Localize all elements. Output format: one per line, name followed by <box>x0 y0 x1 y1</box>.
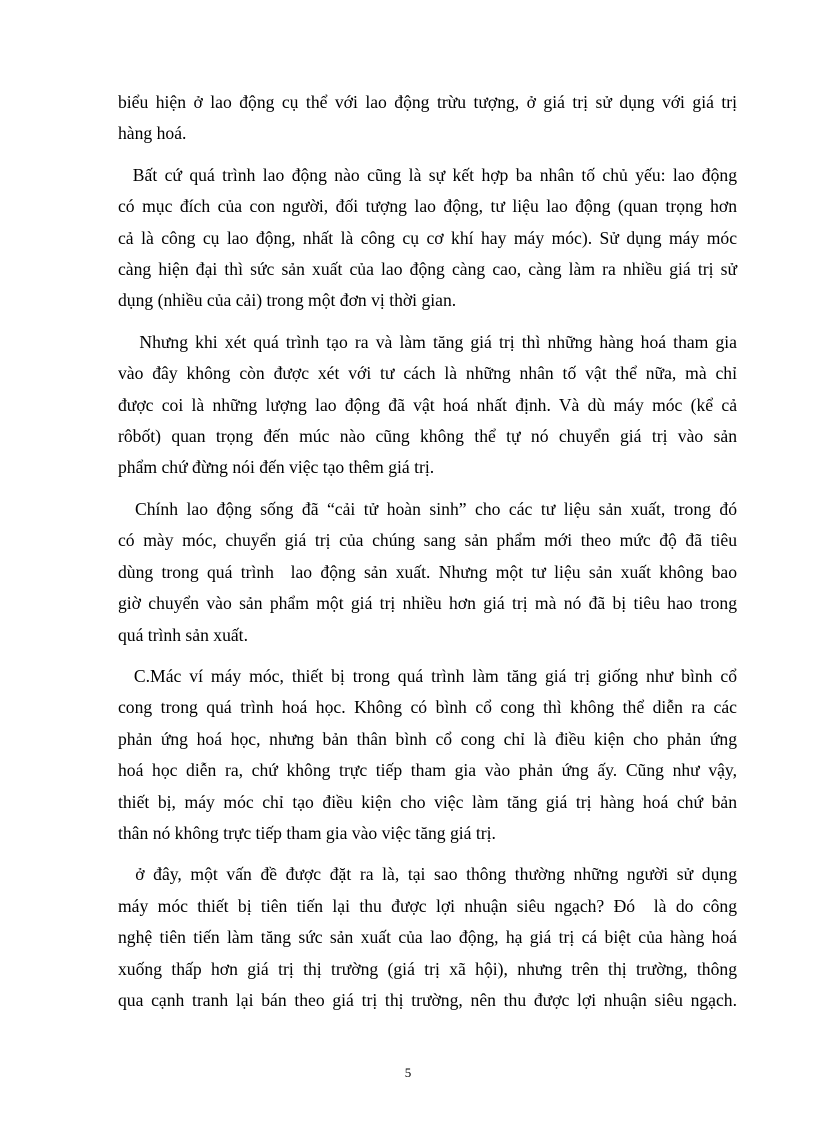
text-line: Chính lao động sống đã “cải tử hoàn sinh” cho các tư liệu sản xuất, trong đó <box>118 498 737 519</box>
text-line: giờ chuyển vào sản phẩm một giá trị nhiều hơn giá trị mà nó đã bị tiêu hao trong <box>118 593 737 614</box>
text-line: ở đây, một vấn đề được đặt ra là, tại sao thông thường những người sử dụng <box>118 864 737 885</box>
text-line: qua cạnh tranh lại bán theo giá trị thị trường, nên thu được lợi nhuận siêu ngạch. <box>118 989 737 1010</box>
text-line: Bất cứ quá trình lao động nào cũng là sự kết hợp ba nhân tố chủ yếu: lao động <box>118 164 737 185</box>
text-line: cả là công cụ lao động, nhất là công cụ cơ khí hay máy móc). Sử dụng máy móc <box>118 227 737 248</box>
text-line: hoá học diễn ra, chứ không trực tiếp tham gia vào phản ứng ấy. Cũng như vậy, <box>118 760 737 781</box>
text-line: thân nó không trực tiếp tham gia vào việc tăng giá trị. <box>118 822 496 843</box>
text-line: Nhưng khi xét quá trình tạo ra và làm tăng giá trị thì những hàng hoá tham gia <box>118 331 737 352</box>
text-line: vào đây không còn được xét với tư cách là những nhân tố vật thể nữa, mà chỉ <box>118 363 737 384</box>
text-line: dùng trong quá trình lao động sản xuất. Nhưng một tư liệu sản xuất không bao <box>118 561 737 582</box>
paragraph-3 <box>118 327 737 484</box>
paragraph-4 <box>118 494 737 651</box>
text-line: biểu hiện ở lao động cụ thể với lao động trừu tượng, ở giá trị sử dụng với giá trị <box>118 92 737 112</box>
text-line: phản ứng hoá học, nhưng bản thân bình cổ cong chỉ là điều kiện cho phản ứng <box>118 728 737 749</box>
text-line: hàng hoá. <box>118 123 187 144</box>
text-line: càng hiện đại thì sức sản xuất của lao động càng cao, càng làm ra nhiều giá trị sử <box>118 259 737 280</box>
text-line: quá trình sản xuất. <box>118 624 248 645</box>
text-line: có mục đích của con người, đối tượng lao động, tư liệu lao động (quan trọng hơn <box>118 196 737 217</box>
page-number: 5 <box>404 1065 412 1080</box>
text-line: máy móc thiết bị tiên tiến lại thu được lợi nhuận siêu ngạch? Đó là do công <box>118 895 737 916</box>
text-line: cong trong quá trình hoá học. Không có bình cổ cong thì không thể diễn ra các <box>118 697 737 718</box>
text-line: rôbốt) quan trọng đến múc nào cũng không thể tự nó chuyển giá trị vào sản <box>118 426 737 447</box>
text-line: xuống thấp hơn giá trị thị trường (giá trị xã hội), nhưng trên thị trường, thông <box>118 958 737 979</box>
text-line: thiết bị, máy móc chỉ tạo điều kiện cho việc làm tăng giá trị hàng hoá chứ bản <box>118 791 737 812</box>
paragraph-1 <box>118 87 737 150</box>
document-body <box>118 87 737 1016</box>
paragraph-6 <box>118 859 737 1016</box>
paragraph-5 <box>118 661 737 849</box>
text-line: nghệ tiên tiến làm tăng sức sản xuất của lao động, hạ giá trị cá biệt của hàng hoá <box>118 927 737 948</box>
text-line: có mày móc, chuyển giá trị của chúng sang sản phẩm mới theo mức độ đã tiêu <box>118 530 737 551</box>
text-line: dụng (nhiều của cải) trong một đơn vị thời gian. <box>118 290 457 311</box>
paragraph-2 <box>118 160 737 317</box>
text-line: C.Mác ví máy móc, thiết bị trong quá trình làm tăng giá trị giống như bình cổ <box>118 665 737 686</box>
text-line: phẩm chứ đừng nói đến việc tạo thêm giá trị. <box>118 457 435 478</box>
text-line: được coi là những lượng lao động đã vật hoá nhất định. Và dù máy móc (kể cả <box>118 394 737 415</box>
